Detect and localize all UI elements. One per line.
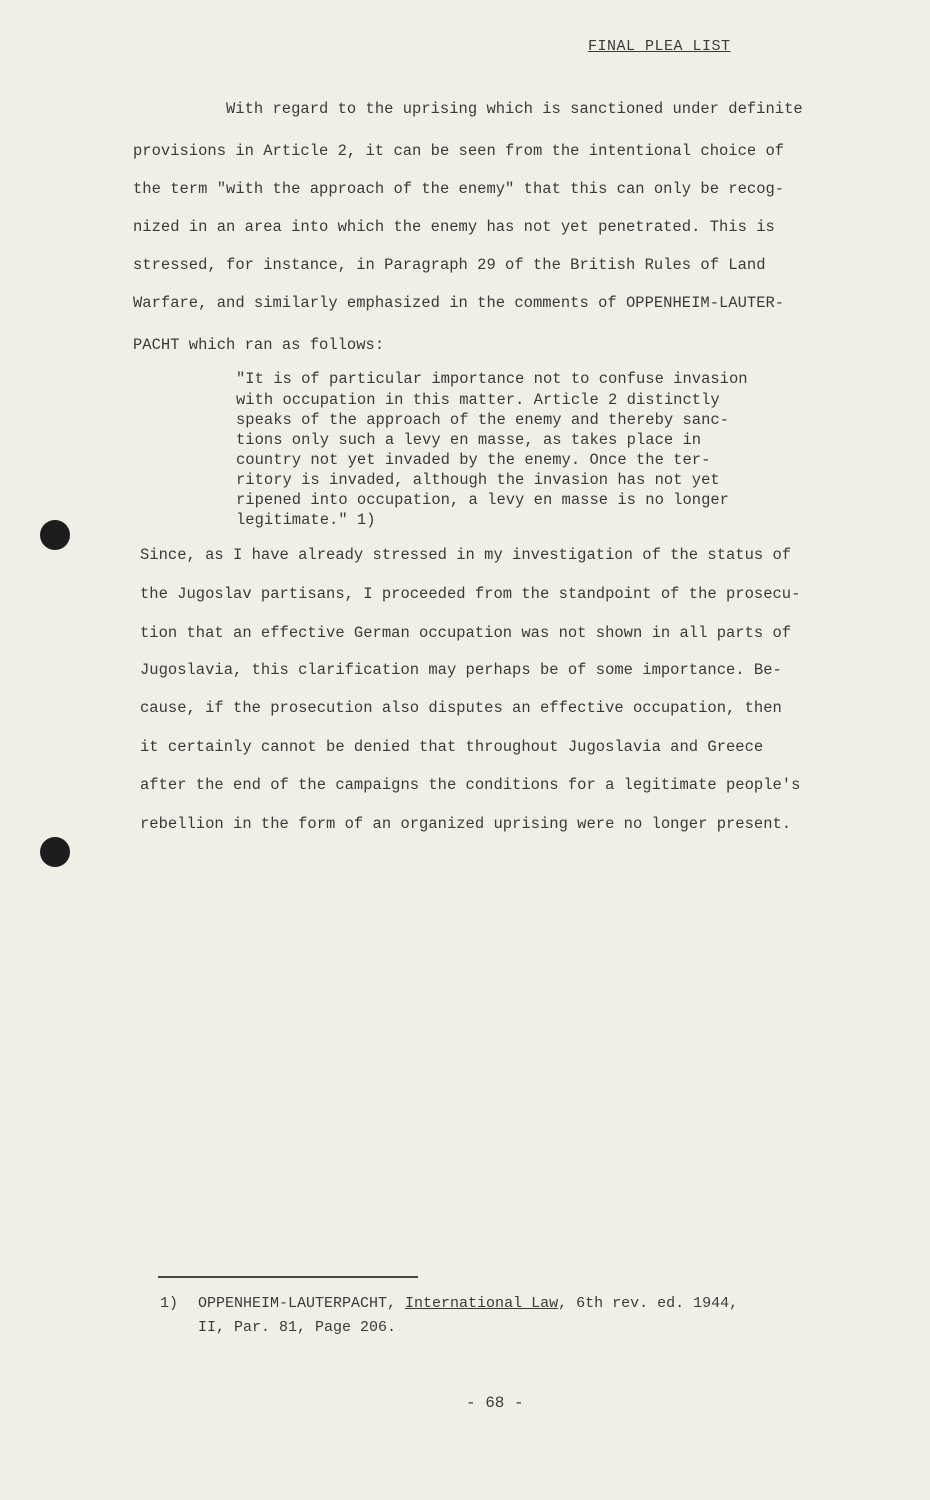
paragraph-1-line: With regard to the uprising which is sanctioned under definite (226, 100, 803, 118)
page-header: FINAL PLEA LIST (588, 38, 731, 55)
paragraph-2-line: tion that an effective German occupation was not shown in all parts of (140, 624, 792, 642)
paragraph-1-line: nized in an area into which the enemy has not yet penetrated. This is (133, 218, 775, 236)
paragraph-2-line: the Jugoslav partisans, I proceeded from the standpoint of the prosecu- (140, 585, 801, 603)
quote-line: legitimate." 1) (236, 511, 376, 529)
paragraph-1-line: stressed, for instance, in Paragraph 29 of the British Rules of Land (133, 256, 766, 274)
footnote-separator (158, 1276, 418, 1278)
footnote-reference: II, Par. 81, Page 206. (198, 1319, 397, 1336)
quote-line: "It is of particular importance not to confuse invasion (236, 370, 748, 388)
footnote-edition: , 6th rev. ed. 1944, (558, 1295, 739, 1312)
quote-line: speaks of the approach of the enemy and thereby sanc- (236, 411, 729, 429)
paragraph-2-line: rebellion in the form of an organized uprising were no longer present. (140, 815, 792, 833)
paragraph-1-line: PACHT which ran as follows: (133, 336, 385, 354)
footnote-number: 1) (160, 1295, 179, 1312)
paragraph-2-line: it certainly cannot be denied that throughout Jugoslavia and Greece (140, 738, 764, 756)
footnote (160, 1292, 738, 1340)
paragraph-1-line: provisions in Article 2, it can be seen from the intentional choice of (133, 142, 785, 160)
paragraph-1-line: Warfare, and similarly emphasized in the comments of OPPENHEIM-LAUTER- (133, 294, 785, 312)
quote-line: tions only such a levy en masse, as takes place in (236, 431, 702, 449)
quote-line: ritory is invaded, although the invasion has not yet (236, 471, 720, 489)
quote-line: country not yet invaded by the enemy. Once the ter- (236, 451, 711, 469)
paragraph-2-line: Jugoslavia, this clarification may perhaps be of some importance. Be- (140, 661, 782, 679)
footnote-author: OPPENHEIM-LAUTERPACHT, (198, 1295, 406, 1312)
footnote-work-title: International Law (405, 1295, 559, 1312)
paragraph-2-line: after the end of the campaigns the conditions for a legitimate people's (140, 776, 801, 794)
quote-line: with occupation in this matter. Article 2 distinctly (236, 391, 720, 409)
paragraph-1-line: the term "with the approach of the enemy" that this can only be recog- (133, 180, 785, 198)
paragraph-2-line: cause, if the prosecution also disputes an effective occupation, then (140, 699, 782, 717)
paragraph-2-line: Since, as I have already stressed in my investigation of the status of (140, 546, 792, 564)
punch-hole-top (40, 520, 70, 550)
punch-hole-bottom (40, 837, 70, 867)
page-number: - 68 - (466, 1394, 524, 1412)
quote-line: ripened into occupation, a levy en masse is no longer (236, 491, 729, 509)
